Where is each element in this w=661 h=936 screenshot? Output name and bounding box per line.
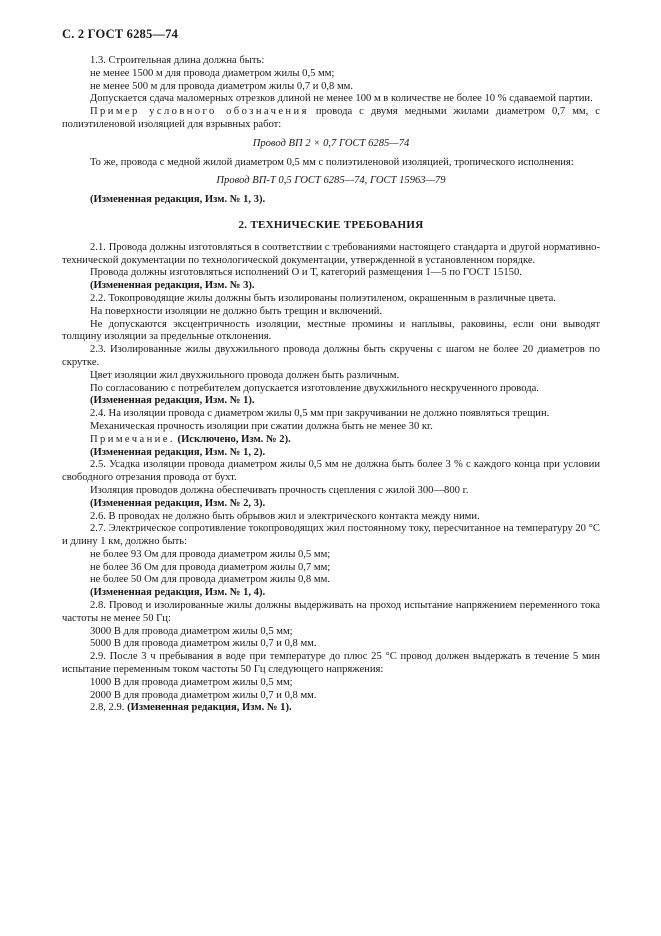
clause-2-5-text2: Изоляция проводов должна обеспечивать прочность сцепления с жилой 300—800 г. [90, 484, 469, 496]
clause-2-6-text: 2.6. В проводах не должно быть обрывов жил и электрического контакта между ними. [90, 510, 480, 522]
page-header: С. 2 ГОСТ 6285—74 [62, 27, 179, 41]
clause-2-4-revision: (Измененная редакция, Изм. № 1, 2). [90, 446, 266, 458]
clause-2-3-text: 2.3. Изолированные жилы двухжильного провода должны быть скручены с шагом не более 20 диаметров по скрутке. [62, 344, 600, 368]
clause-2-5-revision: (Измененная редакция, Изм. № 2, 3). [90, 497, 266, 509]
clause-2-3-revision: (Измененная редакция, Изм. № 1). [90, 395, 255, 407]
clause-2-7-line2: не более 36 Ом для провода диаметром жилы 0,7 мм; [90, 561, 331, 573]
clause-1-3-line1: не менее 1500 м для провода диаметром жилы 0,5 мм; [90, 67, 335, 79]
note-prefix: Примечание. [90, 433, 175, 445]
section-2-title: 2. ТЕХНИЧЕСКИЕ ТРЕБОВАНИЯ [238, 218, 424, 231]
clause-2-7-revision: (Измененная редакция, Изм. № 1, 4). [90, 587, 266, 599]
revision-text: (Измененная редакция, Изм. № 1). [127, 702, 292, 714]
clause-2-9-line1: 1000 В для провода диаметром жилы 0,5 мм; [90, 676, 293, 688]
clause-2-1-revision: (Измененная редакция, Изм. № 3). [90, 280, 255, 292]
clause-1-3-revision: (Измененная редакция, Изм. № 1, 3). [90, 194, 266, 206]
clause-2-2-text: 2.2. Токопроводящие жилы должны быть изолированы полиэтиленом, окрашенным в различные цвета. [90, 292, 556, 304]
clause-2-9-text: 2.9. После 3 ч пребывания в воде при температуре до плюс 25 °С провод должен выдержать в течение 5 мин испытание переменным током частоты 50 Гц следующего напряжения: [62, 651, 600, 676]
clause-2-8-line2: 5000 В для провода диаметром жилы 0,7 и 0,8 мм. [90, 638, 317, 650]
clause-1-3-heading: 1.3. Строительная длина должна быть: [90, 55, 265, 66]
clause-2-5-text: 2.5. Усадка изоляции провода диаметром жилы 0,5 мм не должна быть более 3 % с каждого конца при условии свободного отрезания провода от бухт. [62, 459, 600, 484]
clause-2-8-text: 2.8. Провод и изолированные жилы должны выдерживать на проход испытание напряжением переменного тока частоты не менее 50 Гц: [62, 600, 600, 624]
designation-formula-2: Провод ВП-Т 0,5 ГОСТ 6285—74, ГОСТ 15963—79 [216, 175, 446, 187]
clause-1-3-line2: не менее 500 м для провода диаметром жилы 0,7 и 0,8 мм. [90, 80, 354, 92]
clause-2-3-text3: По согласованию с потребителем допускается изготовление двухжильного нескрученного провода. [90, 382, 539, 394]
clause-1-3-same: То же, провода с медной жилой диаметром 0,5 мм с полиэтиленовой изоляцией, тропического исполнения: [90, 156, 574, 168]
clause-2-4-text: 2.4. На изоляции провода с диаметром жилы 0,5 мм при закручивании не должно появляться трещин. [90, 408, 550, 420]
clause-2-8-line1: 3000 В для провода диаметром жилы 0,5 мм; [90, 625, 293, 637]
clause-1-3-allowance: Допускается сдача маломерных отрезков длиной не менее 100 м в количестве не более 10 % сдаваемой партии. [90, 93, 593, 105]
clause-2-9-revision [62, 702, 600, 715]
clause-1-3-example [62, 106, 600, 132]
clause-2-4-note [62, 434, 600, 447]
designation-formula-1: Провод ВП 2 × 0,7 ГОСТ 6285—74 [252, 137, 410, 149]
note-text: (Исключено, Изм. № 2). [174, 433, 291, 445]
document-body [62, 55, 600, 715]
clause-2-1-text: 2.1. Провода должны изготовляться в соответствии с требованиями настоящего стандарта и другой нормативно-технической документации по технологической документации, утвержденной в установленном порядке. [62, 241, 600, 266]
example-text: провода с двумя медными жилами диаметром 0,7 мм, с полиэтиленовой изоляцией для взрывных работ: [62, 106, 600, 130]
clause-2-9-line2: 2000 В для провода диаметром жилы 0,7 и 0,8 мм. [90, 689, 317, 701]
example-prefix: Пример условного обозначения [90, 106, 309, 118]
clause-2-1-text2: Провода должны изготовляться исполнений О и Т, категорий размещения 1—5 по ГОСТ 15150. [90, 267, 522, 279]
clause-2-2-text3: Не допускаются эксцентричность изоляции, местные промины и наплывы, раковины, если они выводят толщину изоляции за предельные отклонения. [62, 318, 600, 343]
clause-2-2-text2: На поверхности изоляции не должно быть трещин и включений. [90, 305, 383, 317]
clause-2-7-text: 2.7. Электрическое сопротивление токопроводящих жил постоянному току, пересчитанное на температуру 20 °С и длину 1 км, должно быть: [62, 523, 600, 548]
clause-2-7-line3: не более 50 Ом для провода диаметром жилы 0,8 мм. [90, 574, 330, 586]
revision-prefix: 2.8, 2.9. [90, 702, 128, 714]
clause-2-4-text2: Механическая прочность изоляции при сжатии должна быть не менее 30 кг. [90, 420, 433, 432]
clause-2-7-line1: не более 93 Ом для провода диаметром жилы 0,5 мм; [90, 548, 331, 560]
clause-2-3-text2: Цвет изоляции жил двухжильного провода должен быть различным. [90, 369, 400, 381]
